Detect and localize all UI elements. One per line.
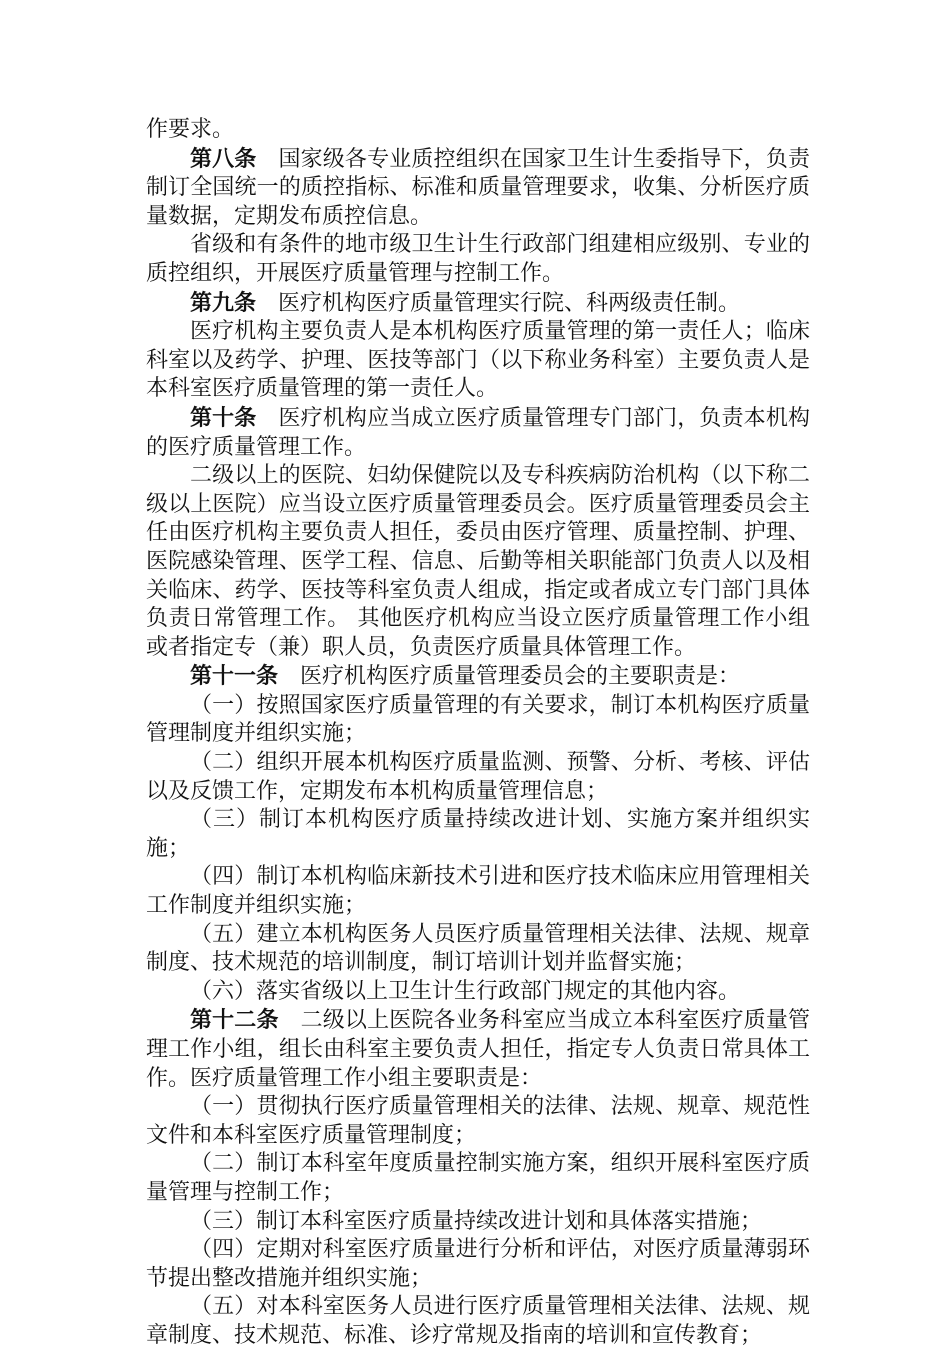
paragraph-text: （五）建立本机构医务人员医疗质量管理相关法律、法规、规章制度、技术规范的培训制度，制订培训计划并监督实施； (146, 921, 810, 976)
paragraph-text: （一）贯彻执行医疗质量管理相关的法律、法规、规章、规范性文件和本科室医疗质量管理制度； (146, 1094, 810, 1148)
paragraph-text: （四）制订本机构临床新技术引进和医疗技术临床应用管理相关工作制度并组织实施； (146, 864, 810, 919)
paragraph-text: （五）对本科室医务人员进行医疗质量管理相关法律、法规、规章制度、技术规范、标准、诊疗常规及指南的培训和宣传教育； (146, 1294, 810, 1348)
article-number: 第十条 (190, 404, 257, 431)
article-12 (146, 1006, 810, 1093)
paragraph-text: 省级和有条件的地市级卫生计生行政部门组建相应级别、专业的质控组织，开展医疗质量管理与控制工作。 (146, 232, 810, 286)
paragraph-text: （三）制订本科室医疗质量持续改进计划和具体落实措施； (190, 1208, 763, 1234)
list-item (146, 1236, 810, 1293)
article-9 (146, 289, 810, 319)
paragraph-text: 医疗机构医疗质量管理实行院、科两级责任制。 (278, 290, 741, 316)
paragraph-text: 医疗机构应当成立医疗质量管理专门部门，负责本机构的医疗质量管理工作。 (146, 405, 810, 460)
document-body (146, 116, 810, 1351)
paragraph-text: （六）落实省级以上卫生计生行政部门规定的其他内容。 (190, 978, 741, 1004)
list-item (146, 692, 810, 749)
article-11 (146, 662, 810, 692)
paragraph (146, 231, 810, 288)
paragraph-text: 国家级各专业质控组织在国家卫生计生委指导下，负责制订全国统一的质控指标、标准和质量管理要求，收集、分析医疗质量数据，定期发布质控信息。 (146, 146, 810, 229)
article-number: 第九条 (190, 289, 257, 316)
paragraph-text: （三）制订本机构医疗质量持续改进计划、实施方案并组织实施； (146, 807, 810, 861)
paragraph-text: 二级以上医院各业务科室应当成立本科室医疗质量管理工作小组，组长由科室主要负责人担任，指定专人负责日常具体工作。医疗质量管理工作小组主要职责是： (146, 1008, 810, 1091)
paragraph-text: 二级以上的医院、妇幼保健院以及专科疾病防治机构（以下称二级以上医院）应当设立医疗质量管理委员会。医疗质量管理委员会主任由医疗机构主要负责人担任，委员由医疗管理、质量控制、护理、医院感染管理、医学工程、信息、后勤等相关职能部门负责人以及相关临床、药学、医技等科室负责人组成，指定或者成立专门部门具体负责日常管理工作。 其他医疗机构应当设立医疗质量管理工作小组或者指定专（兼）职人员，负责医疗质量具体管理工作。 (146, 463, 810, 660)
article-number: 第十一条 (190, 663, 279, 690)
paragraph-text: （二）组织开展本机构医疗质量监测、预警、分析、考核、评估以及反馈工作，定期发布本机构质量管理信息； (146, 750, 810, 804)
list-item (146, 863, 810, 920)
paragraph-text: （一）按照国家医疗质量管理的有关要求，制订本机构医疗质量管理制度并组织实施； (146, 692, 810, 747)
paragraph (146, 116, 810, 145)
paragraph-text: （四）定期对科室医疗质量进行分析和评估，对医疗质量薄弱环节提出整改措施并组织实施； (146, 1237, 810, 1291)
paragraph-text: （二）制订本科室年度质量控制实施方案，组织开展科室医疗质量管理与控制工作； (146, 1151, 810, 1205)
article-8 (146, 145, 810, 232)
list-item (146, 1150, 810, 1207)
paragraph (146, 318, 810, 404)
paragraph (146, 462, 810, 662)
paragraph-text: 医疗机构主要负责人是本机构医疗质量管理的第一责任人；临床科室以及药学、护理、医技等部门（以下称业务科室）主要负责人是本科室医疗质量管理的第一责任人。 (146, 319, 810, 402)
list-item (146, 1208, 810, 1237)
article-10 (146, 404, 810, 462)
paragraph-text: 作要求。 (146, 117, 235, 142)
list-item (146, 978, 810, 1007)
paragraph-text: 医疗机构医疗质量管理委员会的主要职责是： (300, 664, 741, 690)
list-item (146, 806, 810, 863)
article-number: 第十二条 (190, 1007, 279, 1034)
list-item (146, 749, 810, 806)
list-item (146, 921, 810, 978)
article-number: 第八条 (190, 145, 257, 172)
list-item (146, 1293, 810, 1350)
list-item (146, 1093, 810, 1150)
